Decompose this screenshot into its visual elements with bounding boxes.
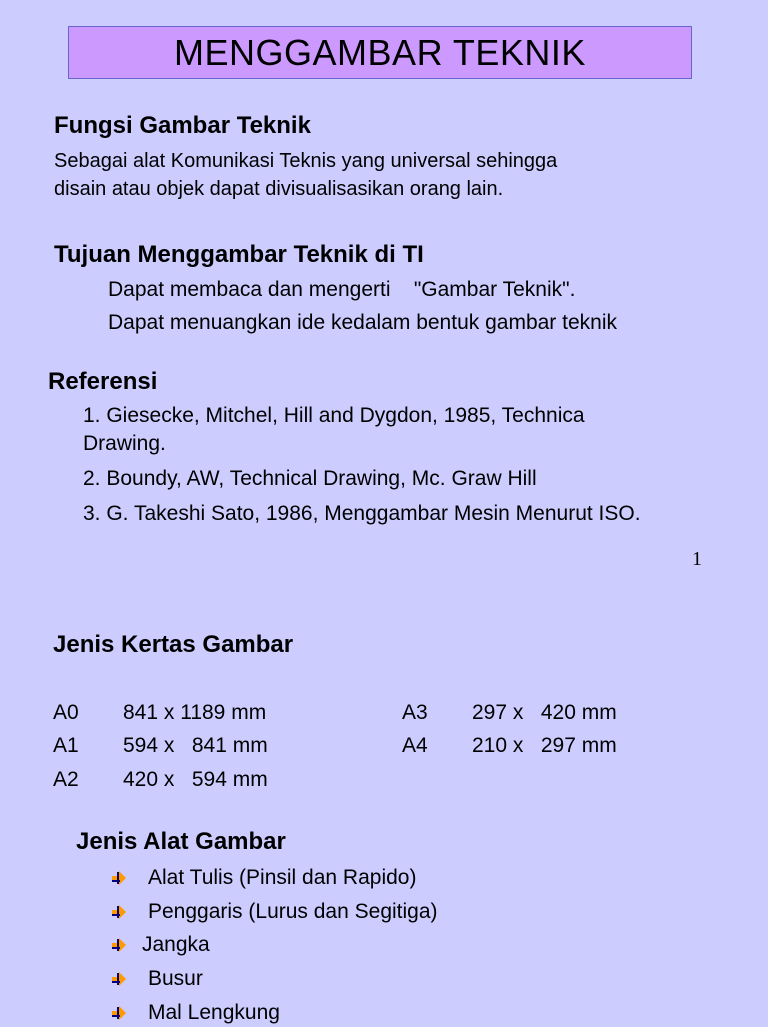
referensi-item-3: 3. G. Takeshi Sato, 1986, Menggambar Mesin Menurut ISO. (83, 502, 641, 525)
paper-size-label: A0 (53, 701, 79, 724)
page-title: MENGGAMBAR TEKNIK (174, 31, 586, 73)
arrow-bullet-icon (112, 905, 126, 919)
fungsi-line-2: disain atau objek dapat divisualisasikan orang lain. (54, 178, 504, 200)
alat-item-label: Jangka (142, 933, 210, 956)
paper-size-a1 (53, 734, 79, 758)
paper-size-label: A3 (402, 701, 428, 724)
alat-item-label: Mal Lengkung (148, 1001, 280, 1024)
arrow-bullet-icon (112, 1006, 126, 1020)
paper-size-label: A4 (402, 734, 428, 757)
paper-size-label: A1 (53, 734, 79, 757)
fungsi-heading: Fungsi Gambar Teknik (54, 112, 311, 139)
arrow-bullet-icon (112, 938, 126, 952)
alat-item-label: Busur (148, 967, 203, 990)
paper-dims-a3: 297 x 420 mm (472, 701, 617, 724)
alat-item-label: Penggaris (Lurus dan Segitiga) (148, 900, 438, 923)
page-number: 1 (692, 548, 702, 570)
fungsi-line-1: Sebagai alat Komunikasi Teknis yang universal sehingga (54, 150, 558, 172)
paper-dims-a4: 210 x 297 mm (472, 734, 617, 757)
tujuan-item-2: Dapat menuangkan ide kedalam bentuk gambar teknik (108, 311, 617, 334)
paper-dims-a0: 841 x 1189 mm (123, 701, 267, 724)
paper-size-a3 (402, 701, 428, 725)
tujuan-heading: Tujuan Menggambar Teknik di TI (54, 241, 424, 268)
referensi-item-2: 2. Boundy, AW, Technical Drawing, Mc. Graw Hill (83, 467, 537, 490)
arrow-bullet-icon (112, 871, 126, 885)
paper-size-a4 (402, 734, 428, 758)
arrow-bullet-icon (112, 972, 126, 986)
title-box (68, 26, 692, 79)
tujuan-item-1: Dapat membaca dan mengerti "Gambar Teknik". (108, 278, 576, 301)
alat-heading: Jenis Alat Gambar (76, 828, 286, 855)
paper-size-label: A2 (53, 768, 79, 791)
paper-size-a0 (53, 701, 79, 725)
paper-dims-a2: 420 x 594 mm (123, 768, 268, 791)
paper-size-a2 (53, 768, 79, 792)
referensi-heading: Referensi (48, 368, 158, 395)
alat-item-label: Alat Tulis (Pinsil dan Rapido) (148, 866, 417, 889)
paper-dims-a1: 594 x 841 mm (123, 734, 268, 757)
kertas-heading: Jenis Kertas Gambar (53, 631, 294, 658)
referensi-item-1-line-2: Drawing. (83, 432, 166, 455)
referensi-item-1-line-1: 1. Giesecke, Mitchel, Hill and Dygdon, 1985, Technica (83, 404, 585, 427)
